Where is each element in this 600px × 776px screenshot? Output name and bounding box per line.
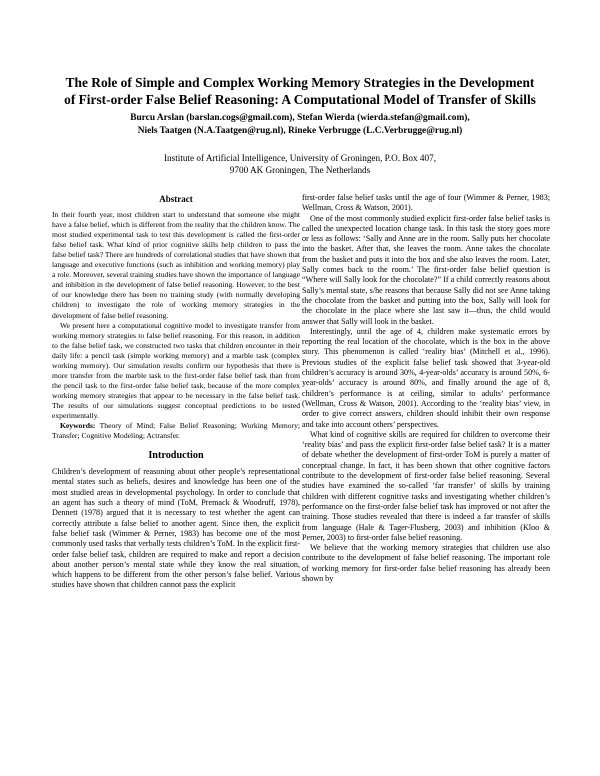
right-paragraph-3: Interestingly, until the age of 4, children make systematic errors by reporting the real location of the chocolate, which is the box in the above story. This phenomenon is called ‘reality bias’ (Mitchell et al., 1996). Previous studies of the explicit false belief task showed that 3-year-old children’s accuracy is around 30%, 4-year-olds’ accuracy is around 50%, 6-year-olds’ accuracy is around 80%, and finally around the age of 8, children’s performance is at ceiling, similar to adults’ performance (Wellman, Cross & Watson, 2001). According to the ‘reality bias’ view, in order to give correct answers, children should inhibit their own response and take into account others’ perspectives. — [302, 326, 550, 429]
abstract-paragraph-2: We present here a computational cognitive model to investigate transfer from working memory strategies to false belief reasoning. For this reason, in addition to the false belief task, we constructed two tasks that children encounter in their daily life: a pencil task (simple working memory) and a marble task (complex working memory). Our simulation results confirm our hypothesis that there is more transfer from the marble task to the first-order false belief task than from the pencil task to the first-order false belief task, because of the more complex working memory strategies that appear to be necessary in the false belief task. The results of our simulations suggest conceptual predictions to be tested experimentally. — [52, 320, 300, 420]
affiliation — [50, 152, 550, 176]
keywords-label: Keywords: — [60, 421, 96, 431]
author-list — [50, 112, 550, 137]
left-column — [52, 194, 300, 591]
title-line-1: The Role of Simple and Complex Working Memory Strategies in the Development — [65, 75, 535, 90]
introduction-paragraph-1: Children’s development of reasoning about other people’s representational mental states such as beliefs, desires and knowledge has been one of the most studied areas in developmental psychology. In order to conclude that an agent has such a theory of mind (ToM, Premack & Woodruff, 1978), Dennett (1978) argued that it is necessary to test whether the agent can correctly attribute a false belief to another agent. Since then, the explicit false belief task (Wimmer & Perner, 1983) has become one of the most commonly used tasks that verbally tests children’s ToM. In the explicit first-order false belief task, children are required to make and report a decision about another person’s mental state while they know the real situation, which happens to be different from the other person’s false belief. Various studies have shown that children cannot pass the explicit — [52, 467, 300, 590]
paper-title — [50, 74, 550, 108]
keywords — [52, 421, 300, 441]
introduction-section — [52, 451, 300, 591]
affiliation-line-2: 9700 AK Groningen, The Netherlands — [229, 165, 371, 176]
title-line-2: of First-order False Belief Reasoning: A Computational Model of Transfer of Skills — [64, 92, 536, 107]
right-column — [302, 193, 550, 584]
right-paragraph-1: first-order false belief tasks until the age of four (Wimmer & Perner, 1983; Wellman, Cross & Watson, 2001). — [302, 193, 550, 213]
authors-line-2: Niels Taatgen (N.A.Taatgen@rug.nl), Rineke Verbrugge (L.C.Verbrugge@rug.nl) — [137, 125, 463, 136]
affiliation-line-1: Institute of Artificial Intelligence, University of Groningen, P.O. Box 407, — [163, 153, 436, 163]
abstract-paragraph-1: In their fourth year, most children start to understand that someone else might have a false belief, which is different from the reality that the children know. The most studied experimental task to test this development is called the first-order false belief task. What kind of prior cognitive skills help children to pass the false belief task? There are hundreds of correlational studies that have shown that language and executive functions (such as inhibition and working memory) play a role. Moreover, several training studies have shown the importance of language and inhibition in the development of false belief reasoning. However, to the best of our knowledge there has been no training study (with normally developing children) to investigate the role of working memory strategies in the development of false belief reasoning. — [52, 210, 300, 320]
abstract-heading: Abstract — [159, 194, 193, 204]
abstract-section — [52, 194, 300, 441]
keywords-text: Theory of Mind; False Belief Reasoning; Working Memory; Transfer; Cognitive Modeling; Actransfer. — [52, 421, 301, 441]
introduction-heading: Introduction — [148, 450, 204, 462]
right-paragraph-4: What kind of cognitive skills are required for children to overcome their ‘reality bias’ and pass the explicit first-order false belief task? It is a matter of debate whether the development of first-order ToM is purely a matter of conceptual change. In fact, it has been shown that other cognitive factors contribute to the development of first-order false belief reasoning. Several studies have examined the so-called ‘far transfer’ of skills by training children with different cognitive tasks and investigating whether children’s performance on the first-order false belief task has improved or not after the training. Those studies revealed that there is indeed a far transfer of skills from language (Hale & Tager-Flusberg, 2003) and inhibition (Kloo & Perner, 2003) to first-order false belief reasoning. — [302, 429, 550, 542]
right-paragraph-5: We believe that the working memory strategies that children use also contribute to the development of false belief reasoning. The important role of working memory for first-order false belief reasoning has already been shown by — [302, 543, 550, 583]
right-paragraph-2: One of the most commonly studied explicit first-order false belief tasks is called the unexpected location change task. In this task the story goes more or less as follows: ‘Sally and Anne are in the room. Sally puts her chocolate into the basket. After that, she leaves the room. Anne takes the chocolate from the basket and puts it into the box and she also leaves the room. Later, Sally comes back to the room.’ The first-order false belief question is “Where will Sally look for the chocolate?” If a child correctly reasons about Sally’s mental state, s/he reasons that because Sally did not see Anne taking the chocolate from the basket and putting into the box, Sally will look for the chocolate in the place where she last saw it—thus, the child would answer that Sally will look in the basket. — [302, 213, 550, 326]
authors-line-1: Burcu Arslan (barslan.cogs@gmail.com), Stefan Wierda (wierda.stefan@gmail.com), — [130, 113, 470, 123]
